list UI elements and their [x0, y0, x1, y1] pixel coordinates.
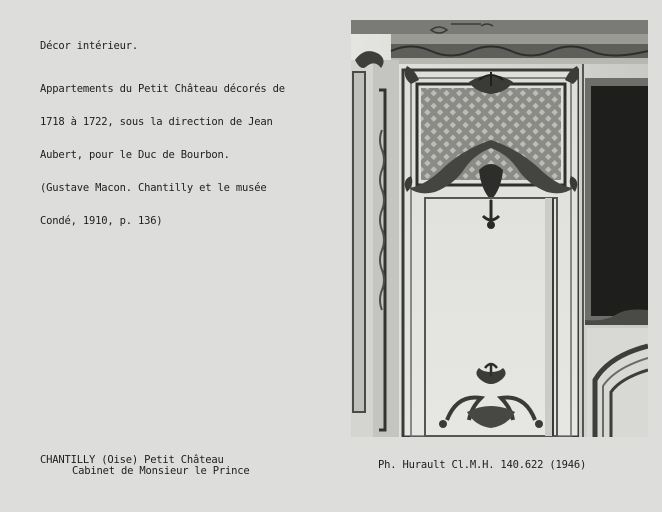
photo-credit: Ph. Hurault Cl.M.H. 140.622 (1946): [378, 459, 587, 471]
location-line-1: CHANTILLY (Oise) Petit Château: [40, 454, 224, 466]
description-line: Aubert, pour le Duc de Bourbon.: [40, 149, 230, 161]
description-line: 1718 à 1722, sous la direction de Jean: [40, 116, 273, 128]
boiserie-photograph: [351, 20, 648, 437]
description-line: Appartements du Petit Château décorés de: [40, 83, 285, 95]
location-line-2: Cabinet de Monsieur le Prince: [72, 465, 250, 477]
card-heading: Décor intérieur.: [40, 40, 138, 52]
description-line: Condé, 1910, p. 136): [40, 215, 163, 227]
card-description: [40, 62, 285, 249]
description-line: (Gustave Macon. Chantilly et le musée: [40, 182, 267, 194]
